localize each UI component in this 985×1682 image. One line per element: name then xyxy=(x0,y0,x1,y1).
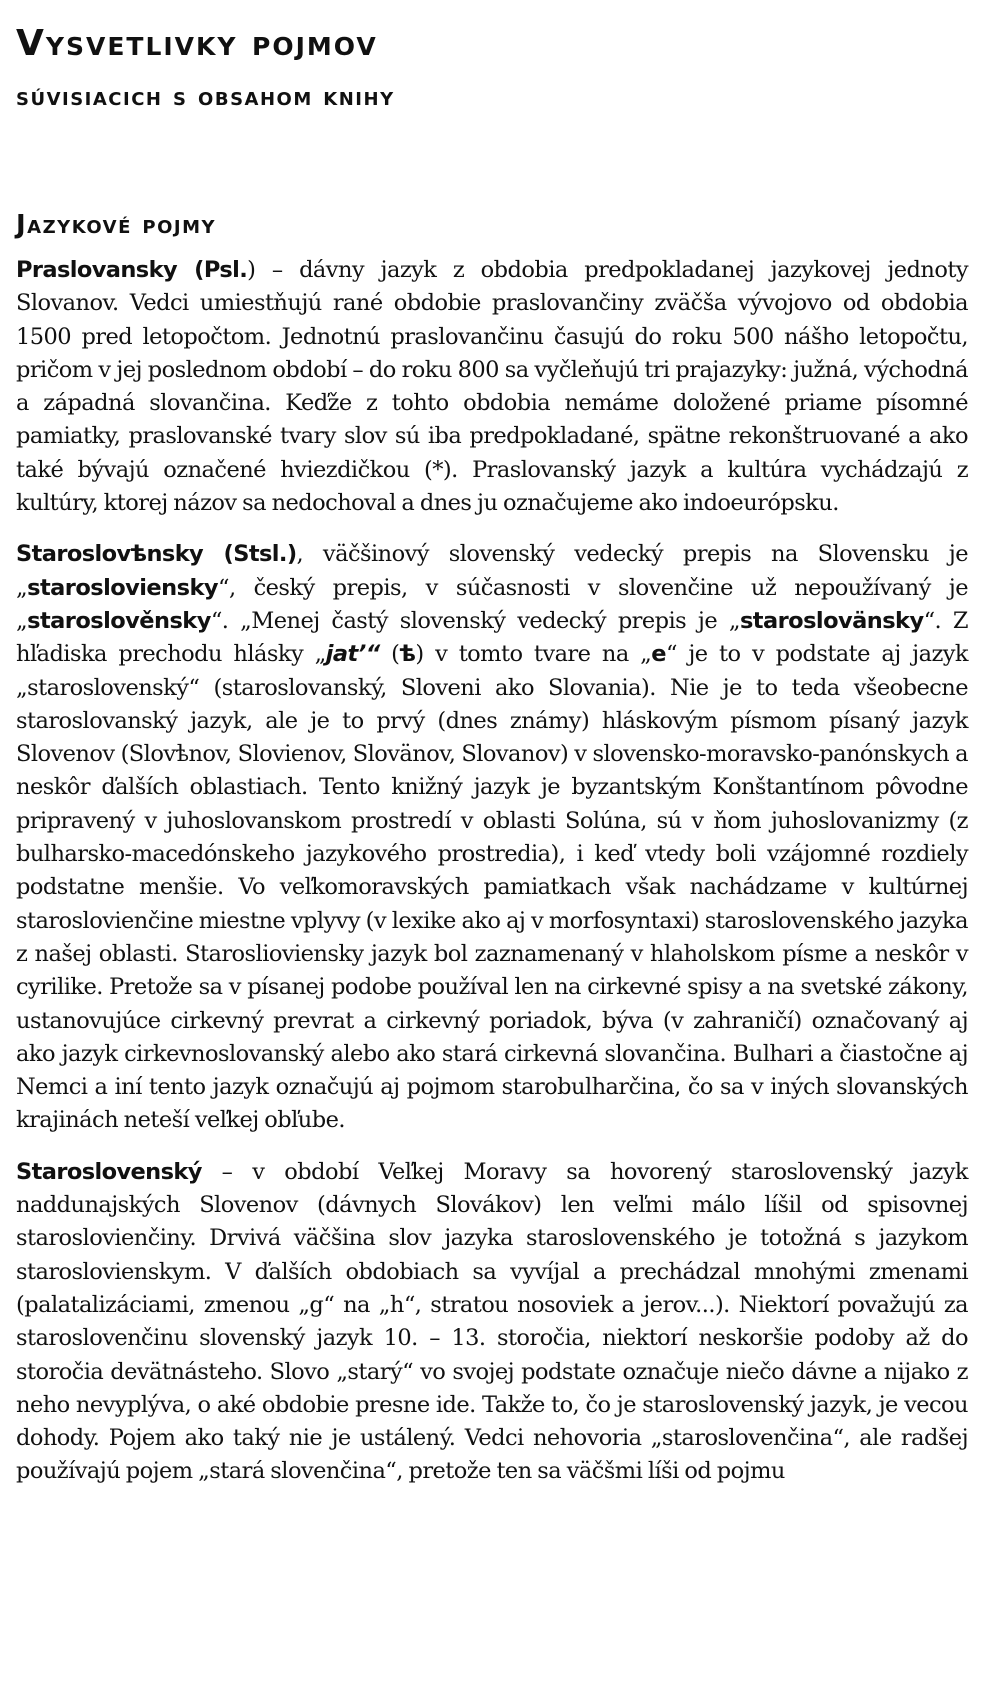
entry-text: – v období Veľkej Moravy sa hovorený staroslovenský jazyk naddunajských Slovenov (dávnych Slovákov) len veľmi málo líšil od spisovnej staroslovienčiny. Drvivá väčšina slov jazyka staroslovenského je totožná s jazykom staroslovienskym. V ďalších obdobiach sa vyvíjal a prechádzal mnohými zmenami (palatalizáciami, zmenou „g“ na „h“, stratou nosoviek a jerov...). Niektorí považujú za staroslovenčinu slovenský jazyk 10. – 13. storočia, niektorí neskoršie podoby až do storočia devätnásteho. Slovo „starý“ vo svojej podstate označuje niečo dávne a nijako z neho nevyplýva, o aké obdobie presne ide. Takže to, čo je staroslovenský jazyk, je vecou dohody. Pojem ako taký nie je ustálený. Vedci nehovoria „staroslovenčina“, ale radšej používajú pojem „stará slovenčina“, pretože ten sa väčšmi líši od pojmu xyxy=(16,1158,968,1485)
entry-term: Praslovansky (Psl. xyxy=(16,257,248,283)
emphasis-italic-text: jat’“ xyxy=(325,641,380,668)
entry-text: ) v tomto tvare na „ xyxy=(415,641,652,668)
section-heading: Jazykové pojmy xyxy=(16,210,217,240)
entry-praslovansky xyxy=(16,254,968,520)
entry-staroslovensky-stsl xyxy=(16,538,968,1137)
emphasis-text: staroslověnsky xyxy=(27,607,211,634)
entry-text: “. „Menej častý slovenský vedecký prepis je „ xyxy=(210,607,740,634)
entry-staroslovensky xyxy=(16,1156,968,1489)
entry-term: Staroslovenský xyxy=(16,1158,202,1185)
emphasis-text: staroslovänsky xyxy=(739,607,924,634)
entry-term: Staroslovѣnsky (Stsl.) xyxy=(16,541,297,568)
entry-text: ) – dávny jazyk z obdobia predpokladanej jazykovej jednoty Slovanov. Vedci umiestňujú rané obdobie praslovančiny zväčša vývojovo od obdobia 1500 pred letopočtom. Jednotnú praslovančinu časujú do roku 500 nášho letopočtu, pričom v jej poslednom období – do roku 800 sa vyčleňujú tri prajazyky: južná, východná a západná slovančina. Keďže z tohto obdobia nemáme doložené priame písomné pamiatky, praslovanské tvary slov sú iba predpokladané, spätne rekonštruované a ako také bývajú označené hviezdičkou (*). Praslovanský jazyk a kultúra vychádzajú z kultúry, ktorej názov sa nedochoval a dnes ju označujeme ako indoeurópsku. xyxy=(16,257,968,517)
emphasis-text: e xyxy=(651,641,666,668)
document-subtitle: súvisiacich s obsahom knihy xyxy=(16,82,395,112)
entry-text: “ je to v podstate aj jazyk „staroslovenský“ (staroslovanský, Sloveni ako Slovania). Nie je to teda všeobecne staroslovanský jazyk, ale je to prvý (dnes známy) hláskovým písmom písaný jazyk Slovenov (Slovѣnov, Slovienov, Slovänov, Slovanov) v slovensko-moravsko-panónskych a neskôr ďalších oblastiach. Tento knižný jazyk je byzantským Konštantínom pôvodne pripravený v juhoslovanskom prostredí v oblasti Solúna, sú v ňom juhoslovanizmy (z bulharsko-macedónskeho jazykového prostredia), i keď vtedy boli vzájomné rozdiely podstatne menšie. Vo veľkomoravských pamiatkach však nachádzame v kultúrnej staroslovienčine miestne vplyvy (v lexike ako aj v morfosyntaxi) staroslovenského jazyka z našej oblasti. Staroslioviensky jazyk bol zaznamenaný v hlaholskom písme a neskôr v cyrilike. Pretože sa v písanej podobe používal len na cirkevné spisy a na svetské zákony, ustanovujúce cirkevný prevrat a cirkevný poriadok, býva (v zahraničí) označovaný aj ako jazyk cirkevnoslovanský alebo ako stará cirkevná slovančina. Bulhari a čiastočne aj Nemci a iní tento jazyk označujú aj pojmom starobulharčina, čo sa v iných slovanských krajinách neteší veľkej obľube. xyxy=(16,641,968,1134)
entry-text: , väčšinový slovenský vedecký prepis na Slovensku je „ xyxy=(16,541,968,601)
emphasis-text: ѣ xyxy=(399,641,416,668)
document-body xyxy=(16,254,968,1507)
entry-text: “. Z hľadiska prechodu hlásky „ xyxy=(16,607,968,668)
entry-text: ( xyxy=(379,641,400,668)
document-title: Vysvetlivky pojmov xyxy=(16,23,378,64)
emphasis-text: starosloviensky xyxy=(27,574,218,601)
entry-text: “, český prepis, v súčasnosti v slovenčine už nepoužívaný je „ xyxy=(16,574,968,634)
